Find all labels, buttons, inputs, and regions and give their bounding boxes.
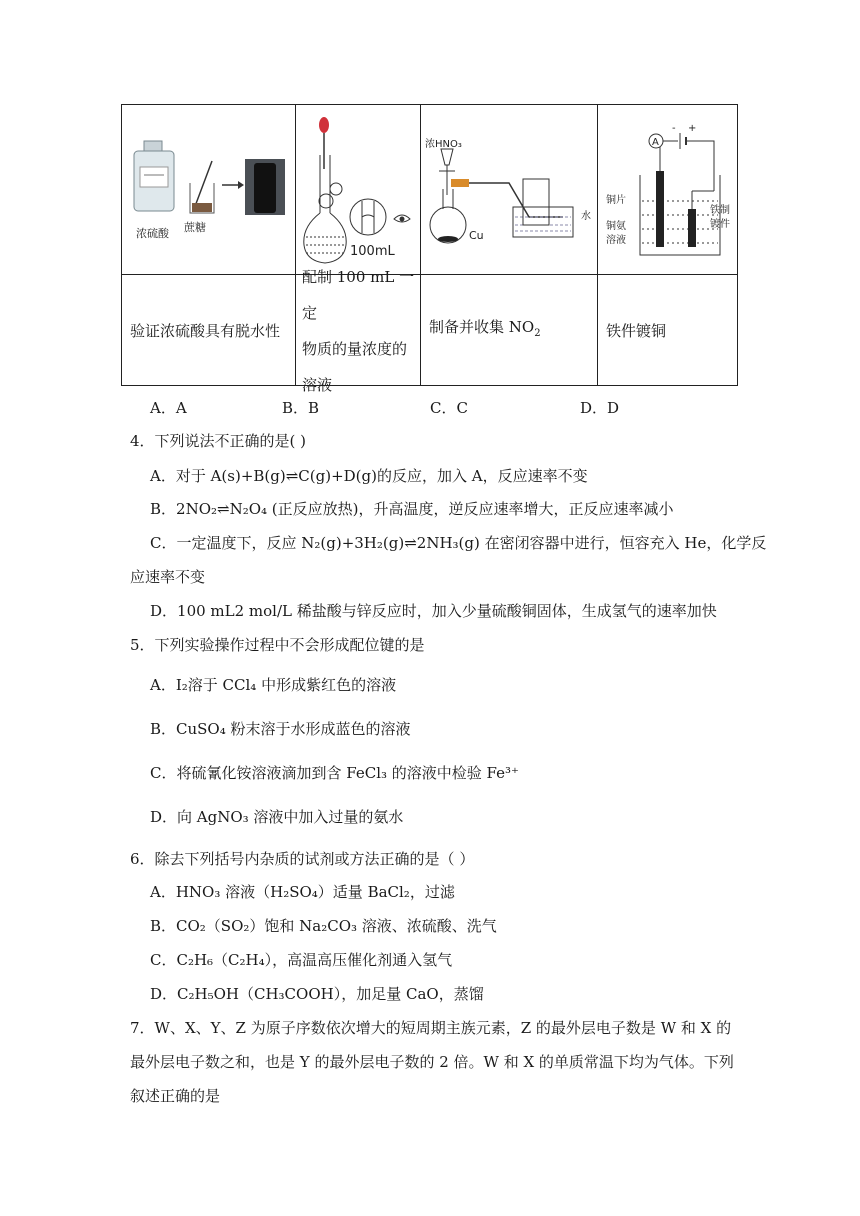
- cell-a-description: 验证浓硫酸具有脱水性: [130, 321, 281, 340]
- label-water: 水: [581, 211, 591, 222]
- cell-c-text: [421, 275, 597, 386]
- label-sucrose: 蔗糖: [184, 221, 206, 234]
- q5-option-b[interactable]: B．CuSO₄ 粉末溶于水形成蓝色的溶液: [150, 720, 411, 738]
- q5-stem: 5．下列实验操作过程中不会形成配位键的是: [130, 636, 425, 654]
- q3-option-d[interactable]: D．D: [580, 399, 620, 417]
- no2-preparation-figure: [421, 105, 597, 274]
- q5-option-c[interactable]: C．将硫氰化铵溶液滴加到含 FeCl₃ 的溶液中检验 Fe³⁺: [150, 764, 519, 782]
- electroplating-figure: [598, 105, 738, 274]
- q7-line-2: 最外层电子数之和，也是 Y 的最外层电子数的 2 倍。W 和 X 的单质常温下均为气体。下列: [130, 1053, 734, 1071]
- label-iron-part-2: 镀件: [710, 219, 730, 230]
- q5-option-d[interactable]: D．向 AgNO₃ 溶液中加入过量的氨水: [150, 808, 404, 826]
- experiment-table: [121, 104, 738, 394]
- q5-option-a[interactable]: A．I₂溶于 CCl₄ 中形成紫红色的溶液: [150, 676, 397, 694]
- cell-b-text: [296, 267, 420, 394]
- volumetric-flask-figure: [296, 105, 420, 274]
- battery-plus: +: [688, 123, 697, 134]
- cell-d-description: 铁件镀铜: [606, 321, 667, 340]
- q4-stem: 4．下列说法不正确的是( ): [130, 432, 307, 450]
- cell-d-text: [598, 275, 738, 386]
- cell-c-description: 制备并收集 $NO_2$: [429, 318, 541, 339]
- q4-option-b[interactable]: B．2NO₂⇌N₂O₄ (正反应放热)，升高温度，逆反应速率增大，正反应速率减小: [150, 500, 674, 518]
- label-conc-hno3: 浓HNO₃: [425, 139, 462, 150]
- q7-line-3: 叙述正确的是: [130, 1087, 221, 1105]
- q4-option-c[interactable]: C．一定温度下，反应 N₂(g)+3H₂(g)⇌2NH₃(g) 在密闭容器中进行，恒容充入 He，化学反: [150, 534, 767, 552]
- sulfuric-acid-dehydration-figure: [122, 105, 295, 274]
- q6-option-c[interactable]: C．C₂H₆（C₂H₄），高温高压催化剂通入氢气: [150, 951, 453, 969]
- cell-b-description: 配制 100 mL 一定 物质的量浓度的 溶液: [302, 267, 415, 394]
- q4-option-c-cont: 应速率不变: [130, 568, 206, 586]
- cell-c-image: [421, 105, 597, 274]
- q6-option-d[interactable]: D．C₂H₅OH（CH₃COOH），加足量 CaO，蒸馏: [150, 985, 484, 1003]
- cell-d-image: [598, 105, 738, 274]
- q3-option-a[interactable]: A．A: [150, 399, 187, 417]
- label-conc-sulfuric: 浓硫酸: [136, 227, 169, 240]
- label-copper-sheet: 铜片: [606, 195, 626, 206]
- q6-option-b[interactable]: B．CO₂（SO₂）饱和 Na₂CO₃ 溶液、浓硫酸、洗气: [150, 917, 497, 935]
- q4-option-d[interactable]: D．100 mL2 mol/L 稀盐酸与锌反应时，加入少量硫酸铜固体，生成氢气的速率加快: [150, 602, 717, 620]
- label-cu-ammonia: 铜氨: [606, 221, 626, 232]
- label-cu: Cu: [469, 229, 484, 242]
- battery-minus: -: [672, 123, 676, 134]
- label-solution: 溶液: [606, 235, 626, 246]
- q6-stem: 6．除去下列括号内杂质的试剂或方法正确的是（ ）: [130, 850, 475, 868]
- ammeter-label: A: [652, 137, 659, 148]
- q4-option-a[interactable]: A．对于 A(s)+B(g)⇌C(g)+D(g)的反应，加入 A，反应速率不变: [150, 467, 588, 485]
- q3-option-c[interactable]: C．C: [430, 399, 468, 417]
- cell-a-text: [122, 275, 295, 386]
- q3-option-b[interactable]: B．B: [282, 399, 320, 417]
- cell-a-image: [122, 105, 295, 274]
- cell-b-image: [296, 105, 420, 274]
- q3-options: [150, 397, 750, 417]
- label-iron-part-1: 铁制: [710, 205, 730, 216]
- q6-option-a[interactable]: A．HNO₃ 溶液（H₂SO₄）适量 BaCl₂，过滤: [150, 883, 455, 901]
- q7-line-1: 7．W、X、Y、Z 为原子序数依次增大的短周期主族元素，Z 的最外层电子数是 W 和 X 的: [130, 1019, 732, 1037]
- label-100ml: 100mL: [350, 244, 395, 259]
